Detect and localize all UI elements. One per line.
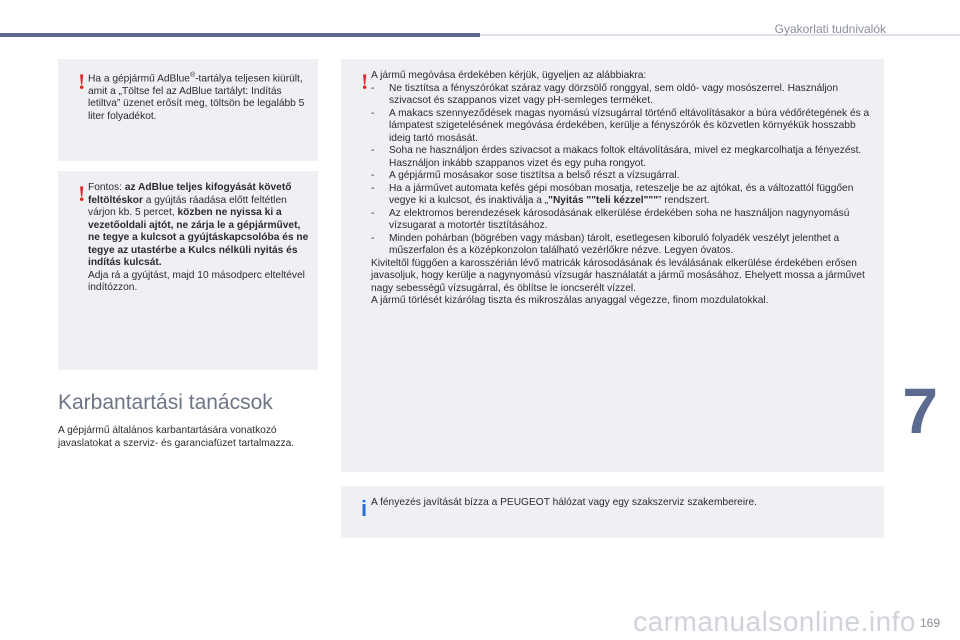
list-item: - A makacs szennyeződések magas nyomású vízsugárral történő eltávolításakor a búra védőrétegének és a lámpatest szigetelésének megóvása érdekében, kerülje a fényszórók és közvetlen környékük hosszabb ideig tartó mosását.: [371, 108, 872, 146]
warning-icon: !: [361, 69, 369, 94]
warning-text: [371, 70, 872, 308]
text-paragraph: A jármű törlését kizárólag tiszta és mikroszálas anyaggal végezze, finom mozdulatokkal.: [371, 295, 769, 306]
warning-text: [88, 182, 310, 295]
section-title: Gyakorlati tudnivalók: [774, 22, 886, 36]
list-item: - Ne tisztítsa a fényszórókat száraz vagy dörzsölő ronggyal, sem oldó- vagy mosószerrel. Használjon szivacsot és szappanos vizet vagy pH-semleges terméket.: [371, 83, 872, 108]
warning-icon: !: [78, 181, 86, 206]
chapter-number: 7: [902, 375, 938, 447]
text-span: Fontos:: [88, 182, 125, 193]
warning-box-refill: [58, 171, 318, 370]
header-bar: [0, 33, 480, 37]
text-span: ” rendszert.: [658, 195, 710, 206]
text-span: Ha a gépjármű AdBlue: [88, 73, 190, 85]
warning-text: [88, 70, 310, 123]
list-item: - A gépjármű mosásakor sose tisztítsa a belső részt a vízsugárral.: [371, 170, 872, 183]
info-text: A fényezés javítását bízza a PEUGEOT hálózat vagy egy szakszerviz szakembereire.: [371, 497, 757, 508]
list-item: - Soha ne használjon érdes szivacsot a makacs foltok eltávolítására, mivel ez megkarcolhatja a fényezést. Használjon inkább szappanos vizet és egy puha rongyot.: [371, 145, 872, 170]
section-heading: Karbantartási tanácsok: [58, 391, 273, 414]
warning-box-adblue-empty: [58, 59, 318, 161]
bold-text: az AdBlue teljes kifogyását követő feltöltéskor: [88, 182, 292, 206]
text-span: Ha a járművet automata kefés gépi mosóban mosatja, reteszelje be az ajtókat, és a változattól függően vegye ki a kulcsot, és inaktiválja a „: [389, 182, 854, 206]
header-bar-light: [480, 34, 960, 36]
warning-icon: !: [78, 69, 86, 94]
maintenance-intro: A gépjármű általános karbantartására vonatkozó javaslatokat a szerviz- és garanciafüzet tartalmazza.: [58, 425, 295, 449]
info-box-paint: [341, 486, 884, 538]
text-paragraph: A jármű megóvása érdekében kérjük, ügyeljen az alábbiakra:: [371, 70, 647, 81]
bold-text: "Nyitás ""teli kézzel""": [548, 195, 659, 206]
text-span: a gyújtás ráadása előtt feltétlen várjon kb. 5 percet,: [88, 194, 287, 218]
bold-text: közben ne nyissa ki a vezetőoldali ajtót, ne zárja le a gépjárművet, ne tegye a kulcsot a gyújtáskapcsolóba és ne tegye az utastérbe a Kulcs nélküli nyitás és indítás kulcsát.: [88, 207, 309, 268]
watermark: carmanualsonline.info: [633, 606, 916, 637]
text-paragraph: Adja rá a gyújtást, majd 10 másodperc elteltével indítózzon.: [88, 269, 305, 293]
page-number: 169: [919, 616, 940, 630]
list-item: - Minden pohárban (bögrében vagy másban) tárolt, esetlegesen kiboruló folyadék veszélyt jelenthet a műszerfalon és a középkonzolon található vezérlőkre nézve. Legyen óvatos.: [371, 233, 872, 258]
list-item: - Az elektromos berendezések károsodásának elkerülése érdekében soha ne használjon nagynyomású vízsugarat a motortér tisztításához.: [371, 208, 872, 233]
info-icon: i: [361, 496, 368, 521]
text-paragraph: Kiviteltől függően a karosszérián lévő matricák károsodásának és leválásának elkerülése érdekében erősen javasoljuk, hogy kerülje a nagynyomású vízsugár használatát a jármű mosásához. Ehelyett mossa a járművet nagy sebességű vízsugárral, és öblítse le ioncserélt vízzel.: [371, 257, 865, 294]
list-item: [371, 183, 872, 208]
text-span: -tartálya teljesen kiürült, amit a „Töltse fel az AdBlue tartályt: Indítás letiltva” üzenet erősít meg, töltsön be legalább 5 liter folyadékot.: [88, 73, 305, 122]
registered-mark: ®: [189, 72, 196, 79]
warning-box-washing: [341, 59, 884, 472]
